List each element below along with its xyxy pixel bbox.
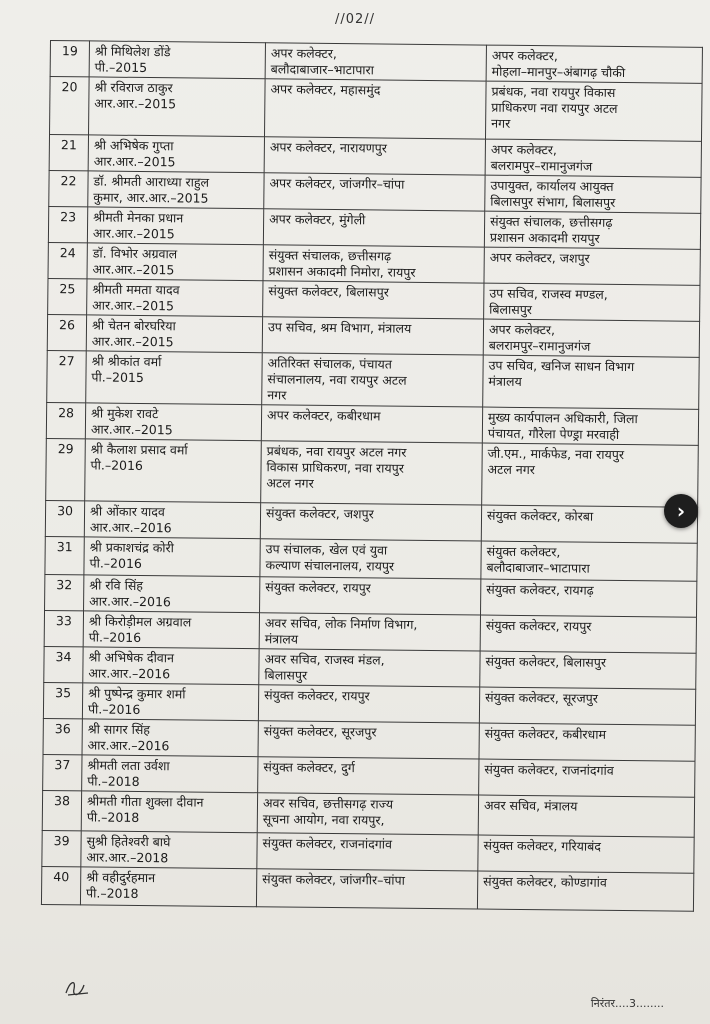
new-posting-cell — [482, 407, 698, 445]
current-posting-line: सूचना आयोग, नवा रायपुर, — [262, 811, 385, 828]
current-posting-cell — [261, 405, 482, 443]
current-posting-line: संयुक्त कलेक्टर, बिलासपुर — [268, 283, 389, 300]
new-posting-line: अवर सचिव, मंत्रालय — [483, 797, 578, 814]
officer-name-line: पी.–2018 — [87, 773, 140, 789]
current-posting-cell — [263, 245, 484, 283]
serial-number-cell: 21 — [49, 135, 88, 171]
new-posting-line: जी.एम., मार्कफेड, नवा रायपुर — [487, 445, 625, 463]
officer-name-line: श्री मुकेश रावटे — [91, 405, 159, 422]
officer-name-line: श्री किरोड़ीमल अग्रवाल — [88, 613, 192, 630]
serial-number-cell: 29 — [46, 438, 86, 500]
new-posting-line: संयुक्त कलेक्टर, कोण्डागांव — [483, 873, 607, 890]
new-posting-line: बलरामपुर–रामानुजगंज — [490, 157, 593, 174]
officer-name-cell — [84, 501, 260, 539]
new-posting-line: संयुक्त कलेक्टर, राजनांदगांव — [484, 761, 614, 778]
officer-name-line: डॉ. विभोर अग्रवाल — [92, 245, 178, 262]
new-posting-cell — [480, 651, 696, 689]
officer-name-cell — [81, 791, 257, 833]
officer-name-cell — [82, 755, 258, 793]
new-posting-cell — [481, 579, 697, 617]
officer-name-line: आर.आर.–2015 — [94, 95, 177, 112]
new-posting-line: संयुक्त कलेक्टर, बिलासपुर — [485, 653, 607, 670]
new-posting-line: मोहला–मानपुर–अंबागढ़ चौकी — [491, 63, 626, 81]
new-posting-cell — [484, 247, 700, 285]
officer-name-line: आर.आर.–2018 — [86, 849, 169, 866]
new-posting-line: बलौदाबाजार–भाटापारा — [486, 559, 590, 576]
new-posting-line: प्रबंधक, नवा रायपुर विकास — [491, 83, 616, 100]
page-number: //02// — [334, 12, 376, 27]
current-posting-line: मंत्रालय — [264, 631, 299, 647]
serial-number-cell: 37 — [43, 754, 82, 790]
current-posting-line: संयुक्त कलेक्टर, जशपुर — [265, 505, 374, 522]
current-posting-cell — [260, 577, 481, 615]
officer-name-line: श्री वहीदुर्रहमान — [86, 869, 156, 886]
current-posting-line: अवर सचिव, छत्तीसगढ़ राज्य — [262, 795, 394, 812]
officer-name-cell — [88, 135, 264, 173]
current-posting-line: अटल नगर — [266, 475, 314, 491]
new-posting-cell — [485, 81, 702, 141]
current-posting-cell — [257, 833, 478, 871]
officer-name-line: आर.आर.–2015 — [91, 333, 174, 350]
new-posting-line: बिलासपुर संभाग, बिलासपुर — [490, 193, 616, 210]
officer-name-line: श्रीमती मेनका प्रधान — [93, 209, 184, 226]
new-posting-line: पंचायत, गौरेला पेण्ड्रा मरवाही — [487, 425, 620, 442]
current-posting-cell — [263, 209, 484, 247]
new-posting-line: अपर कलेक्टर, — [491, 47, 558, 64]
current-posting-line: उप संचालक, खेल एवं युवा — [265, 541, 388, 558]
new-posting-line: उप सचिव, राजस्व मण्डल, — [489, 285, 608, 302]
new-posting-line: अपर कलेक्टर, — [490, 141, 557, 158]
current-posting-cell — [259, 649, 480, 687]
current-posting-line: अपर कलेक्टर, मुंगेली — [269, 211, 366, 228]
current-posting-line: उप सचिव, श्रम विभाग, मंत्रालय — [267, 319, 412, 336]
serial-number-cell: 30 — [45, 500, 84, 536]
current-posting-line: संयुक्त कलेक्टर, जांजगीर–चांपा — [262, 871, 405, 888]
officer-name-line: पी.–2016 — [89, 555, 142, 571]
current-posting-line: अपर कलेक्टर, नारायणपुर — [269, 139, 387, 156]
officer-name-cell — [89, 41, 265, 79]
officer-name-cell — [87, 207, 263, 245]
serial-number-cell: 28 — [46, 402, 85, 438]
serial-number-cell: 31 — [45, 536, 84, 574]
officer-name-line: श्री ओंकार यादव — [89, 503, 165, 520]
current-posting-line: विकास प्राधिकरण, नवा रायपुर — [266, 459, 404, 476]
new-posting-line: उप सचिव, खनिज साधन विभाग — [488, 357, 635, 375]
current-posting-line: अपर कलेक्टर, जांजगीर–चांपा — [269, 175, 405, 192]
officer-name-cell — [81, 831, 257, 869]
table-row — [47, 350, 700, 409]
officer-name-line: श्री अभिषेक गुप्ता — [93, 137, 174, 154]
current-posting-line: कल्याण संचालनालय, रायपुर — [265, 557, 395, 574]
current-posting-line: अपर कलेक्टर, महासमुंद — [270, 81, 381, 98]
table-row — [46, 438, 699, 507]
officer-name-cell — [85, 403, 261, 441]
current-posting-cell — [262, 317, 483, 355]
serial-number-cell: 25 — [48, 278, 87, 314]
new-posting-line: संयुक्त कलेक्टर, कबीरधाम — [484, 725, 607, 742]
continuation-note: निरंतर....3........ — [590, 997, 664, 1010]
officer-name-cell — [86, 315, 262, 353]
serial-number-cell: 22 — [49, 170, 88, 206]
officer-name-line: श्री अभिषेक दीवान — [88, 649, 175, 666]
serial-number-cell: 24 — [48, 242, 87, 278]
serial-number-cell: 26 — [47, 314, 86, 350]
current-posting-cell — [263, 281, 484, 319]
serial-number-cell: 20 — [50, 77, 90, 135]
officer-name-line: श्री पुष्पेन्द्र कुमार शर्मा — [88, 685, 186, 702]
new-posting-cell — [484, 283, 700, 321]
new-posting-line: अटल नगर — [487, 461, 535, 478]
current-posting-line: अपर कलेक्टर, कबीरधाम — [267, 407, 381, 424]
current-posting-line: संयुक्त कलेक्टर, सूरजपुर — [263, 723, 377, 740]
current-posting-cell — [258, 721, 479, 759]
new-posting-cell — [484, 211, 700, 249]
new-posting-cell — [478, 835, 694, 873]
new-posting-cell — [479, 759, 695, 797]
new-posting-cell — [483, 355, 700, 409]
serial-number-cell: 27 — [47, 350, 87, 402]
officer-name-line: श्रीमती लता उर्वशा — [87, 757, 170, 774]
officer-name-line: पी.–2015 — [91, 369, 144, 386]
new-posting-line: प्राधिकरण नवा रायपुर अटल — [491, 99, 618, 116]
current-posting-cell — [257, 793, 478, 835]
officer-name-line: आर.आर.–2015 — [93, 153, 176, 170]
officer-name-cell — [82, 719, 258, 757]
officer-name-line: आर.आर.–2015 — [92, 297, 175, 314]
officer-name-line: कुमार, आर.आर.–2015 — [93, 189, 209, 206]
table-row — [41, 866, 693, 911]
serial-number-cell: 19 — [50, 41, 89, 77]
new-posting-line: संयुक्त कलेक्टर, रायगढ़ — [486, 581, 594, 598]
current-posting-line: संचालनालय, नवा रायपुर अटल — [267, 371, 407, 388]
current-posting-cell — [260, 503, 481, 541]
officer-name-line: पी.–2018 — [85, 885, 139, 901]
officer-name-line: आर.आर.–2016 — [88, 665, 171, 682]
next-page-button[interactable] — [664, 494, 698, 528]
current-posting-line: बिलासपुर — [264, 667, 308, 683]
new-posting-line: उपायुक्त, कार्यालय आयुक्त — [490, 177, 614, 194]
current-posting-cell — [258, 685, 479, 723]
officer-name-line: श्री रवि सिंह — [89, 577, 144, 594]
new-posting-cell — [481, 541, 697, 581]
current-posting-line: संयुक्त कलेक्टर, राजनांदगांव — [262, 835, 393, 852]
officer-name-cell — [86, 351, 263, 405]
current-posting-line: प्रशासन अकादमी निमोरा, रायपुर — [268, 263, 416, 280]
officer-name-cell — [87, 243, 263, 281]
current-posting-line: संयुक्त संचालक, छत्तीसगढ़ — [268, 247, 392, 264]
new-posting-line: संयुक्त संचालक, छत्तीसगढ़ — [490, 213, 613, 230]
new-posting-cell — [478, 795, 694, 837]
new-posting-line: बिलासपुर — [489, 301, 533, 318]
current-posting-line: अतिरिक्त संचालक, पंचायत — [267, 355, 393, 372]
officer-name-cell — [87, 279, 263, 317]
new-posting-cell — [485, 139, 701, 177]
new-posting-cell — [480, 615, 696, 653]
officer-name-cell — [88, 171, 264, 209]
new-posting-cell — [479, 687, 695, 725]
new-posting-line: अपर कलेक्टर, — [488, 321, 556, 338]
new-posting-line: नगर — [491, 115, 511, 131]
current-posting-cell — [259, 613, 480, 651]
officer-name-line: श्री प्रकाशचंद्र कोरी — [89, 539, 175, 556]
current-posting-line: बलौदाबाजार–भाटापारा — [270, 61, 375, 78]
officer-name-line: श्रीमती ममता यादव — [92, 281, 180, 298]
new-posting-line: संयुक्त कलेक्टर, — [486, 543, 561, 560]
officer-name-line: आर.आर.–2016 — [89, 519, 172, 536]
new-posting-cell — [485, 175, 701, 213]
serial-number-cell: 35 — [43, 682, 82, 718]
new-posting-line: मंत्रालय — [488, 373, 522, 389]
current-posting-line: संयुक्त कलेक्टर, रायपुर — [265, 579, 371, 596]
current-posting-cell — [264, 137, 485, 175]
new-posting-line: संयुक्त कलेक्टर, कोरबा — [486, 507, 594, 524]
new-posting-cell — [477, 871, 693, 911]
officer-name-cell — [85, 439, 262, 503]
serial-number-cell: 40 — [41, 866, 80, 904]
officer-name-line: आर.आर.–2016 — [89, 593, 171, 610]
officer-name-line: श्री मिथिलेश डोंडे — [94, 43, 171, 60]
serial-number-cell: 32 — [45, 574, 84, 610]
new-posting-line: अपर कलेक्टर, जशपुर — [489, 249, 590, 266]
current-posting-cell — [256, 869, 477, 909]
officer-name-line: पी.–2016 — [90, 457, 144, 473]
current-posting-line: नगर — [267, 387, 287, 403]
current-posting-cell — [260, 539, 481, 579]
current-posting-cell — [262, 353, 484, 407]
current-posting-line: अवर सचिव, लोक निर्माण विभाग, — [264, 615, 418, 632]
new-posting-line: बलरामपुर–रामानुजगंज — [488, 337, 591, 354]
new-posting-cell — [486, 45, 702, 83]
new-posting-line: संयुक्त कलेक्टर, सूरजपुर — [485, 689, 599, 706]
current-posting-cell — [264, 173, 485, 211]
serial-number-cell: 36 — [43, 718, 82, 754]
officer-name-line: पी.–2018 — [86, 809, 140, 825]
officer-name-line: श्री रविराज ठाकुर — [94, 79, 173, 96]
officer-name-line: श्री कैलाश प्रसाद वर्मा — [90, 441, 188, 458]
serial-number-cell: 33 — [44, 610, 83, 646]
officer-name-cell — [80, 867, 256, 907]
serial-number-cell: 34 — [44, 646, 83, 682]
current-posting-line: अवर सचिव, राजस्व मंडल, — [264, 651, 385, 668]
table-row — [42, 790, 694, 837]
officer-name-line: श्री सागर सिंह — [87, 721, 151, 738]
officer-name-cell — [84, 537, 260, 577]
officer-name-cell — [84, 575, 260, 613]
initials-signature — [62, 975, 92, 1001]
new-posting-line: संयुक्त कलेक्टर, गरियाबंद — [483, 837, 602, 854]
serial-number-cell: 39 — [42, 830, 81, 866]
officer-name-line: पी.–2016 — [87, 701, 141, 717]
new-posting-cell — [479, 723, 695, 761]
current-posting-cell — [264, 79, 486, 139]
officer-name-line: पी.–2015 — [94, 59, 148, 76]
officer-name-cell — [83, 611, 259, 649]
transfer-table — [41, 40, 703, 912]
officer-name-cell — [82, 683, 258, 721]
current-posting-cell — [261, 441, 483, 505]
serial-number-cell: 23 — [48, 206, 87, 242]
officer-name-line: सुश्री हितेश्वरी बाघे — [86, 833, 171, 850]
officer-name-line: पी.–2016 — [88, 629, 142, 645]
officer-name-line: श्री श्रीकांत वर्मा — [91, 353, 162, 370]
officer-name-line: आर.आर.–2015 — [90, 421, 173, 438]
officer-name-line: आर.आर.–2015 — [92, 261, 175, 278]
officer-name-cell — [89, 77, 266, 137]
serial-number-cell: 38 — [42, 790, 81, 830]
current-posting-line: संयुक्त कलेक्टर, दुर्ग — [263, 759, 355, 776]
chevron-right-icon: › — [676, 499, 686, 523]
new-posting-line: प्रशासन अकादमी रायपुर — [489, 229, 600, 246]
officer-name-line: आर.आर.–2016 — [87, 737, 170, 754]
current-posting-line: संयुक्त कलेक्टर, रायपुर — [264, 687, 370, 704]
new-posting-cell — [482, 443, 699, 507]
new-posting-cell — [483, 319, 699, 357]
officer-name-line: श्री चेतन बोरघरिया — [91, 317, 176, 334]
current-posting-cell — [265, 43, 486, 81]
officer-name-line: डॉ. श्रीमती आराध्या राहुल — [93, 173, 210, 190]
new-posting-line: मुख्य कार्यपालन अधिकारी, जिला — [487, 409, 638, 427]
officer-name-line: श्रीमती गीता शुक्ला दीवान — [86, 793, 204, 810]
officer-name-line: आर.आर.–2015 — [92, 225, 175, 242]
new-posting-line: संयुक्त कलेक्टर, रायपुर — [485, 617, 592, 634]
officer-name-cell — [83, 647, 259, 685]
current-posting-cell — [258, 757, 479, 795]
current-posting-line: प्रबंधक, नवा रायपुर अटल नगर — [266, 443, 407, 460]
current-posting-line: अपर कलेक्टर, — [270, 45, 337, 62]
table-row — [50, 77, 703, 142]
